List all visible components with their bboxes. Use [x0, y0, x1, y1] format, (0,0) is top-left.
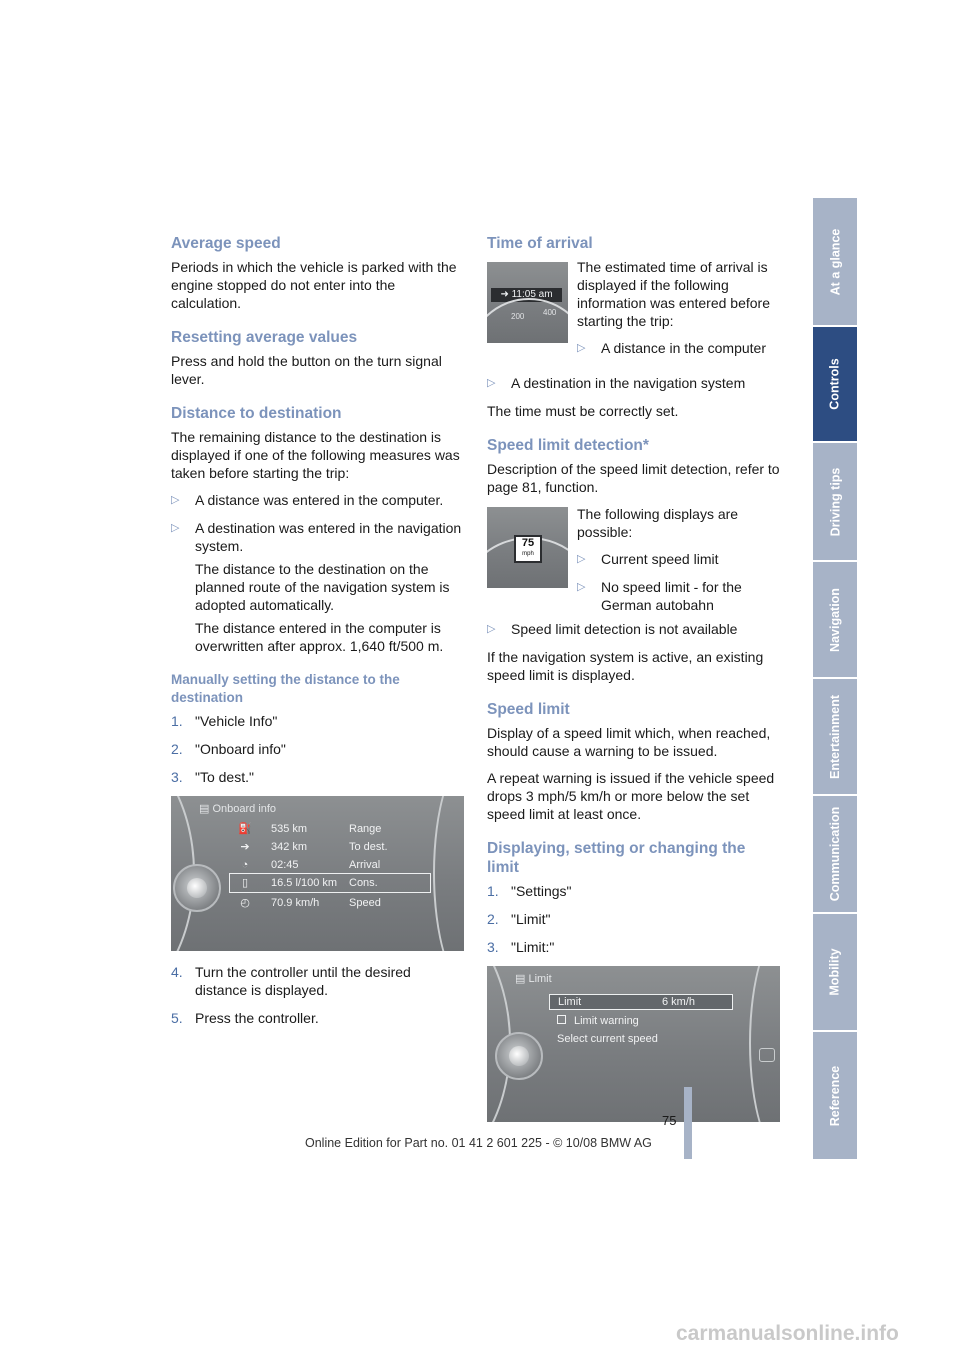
speed-limit-text-2: A repeat warning is issued if the vehicle speed drops 3 mph/5 km/h or more below the set speed limit at least once. [487, 770, 775, 822]
screen-arc-right [749, 966, 780, 1122]
bullet-text: A destination was entered in the navigation system. [195, 520, 462, 554]
arrival-text: The estimated time of arrival is displayed if the following information was entered before starting the trip: [577, 259, 770, 329]
tab-label: Communication [828, 806, 843, 902]
onboard-value: 02:45 [271, 859, 299, 871]
speed-limit-detection-section [487, 436, 781, 684]
gauge-tick-label: 400 [543, 308, 557, 317]
page-number: 75 [662, 1113, 677, 1128]
average-speed-heading: Average speed [171, 235, 281, 252]
manual-distance-heading: Manually setting the distance to the destination [171, 672, 400, 705]
distance-bullet-1 [171, 491, 465, 509]
bullet-text: A distance was entered in the computer. [195, 492, 444, 508]
step-item [171, 963, 465, 999]
step-text: "Vehicle Info" [195, 713, 278, 729]
step-number: 3. [171, 769, 183, 785]
onboard-value: 535 km [271, 823, 308, 835]
sld-bullet-2 [577, 578, 781, 614]
fuel-pump-icon: ⛽ [238, 823, 252, 835]
arrival-float-block [487, 258, 781, 356]
arrival-note: The time must be correctly set. [487, 403, 679, 419]
reset-average-heading: Resetting average values [171, 329, 358, 346]
step-text: "To dest." [195, 769, 254, 785]
screen-arc-right [433, 796, 464, 951]
tab-label: Navigation [828, 587, 842, 652]
tab-label: Mobility [828, 948, 842, 996]
step-item [487, 938, 781, 956]
tab-label: At a glance [828, 228, 842, 295]
step-item [171, 740, 465, 758]
onboard-label: Arrival [349, 859, 381, 871]
step-number: 2. [171, 741, 183, 757]
manual-distance-section [171, 671, 465, 1027]
step-text: "Limit:" [511, 939, 555, 955]
sld-bullet-3 [487, 620, 781, 638]
footer-edition-text: Online Edition for Part no. 01 41 2 601 225 - © 10/08 BMW AG [305, 1136, 652, 1150]
limit-warning-row [557, 1012, 639, 1030]
onboard-info-title-text: Onboard info [212, 803, 277, 815]
watermark: carmanualsonline.info [676, 1322, 899, 1345]
onboard-row-speed [237, 894, 437, 912]
distance-section [171, 404, 465, 655]
tab-driving-tips[interactable] [813, 443, 857, 560]
menu-icon: ▤ [199, 803, 213, 815]
time-of-arrival-heading: Time of arrival [487, 235, 593, 252]
display-limit-section [487, 839, 781, 1122]
bullet-subtext-2: The distance entered in the computer is overwritten after approx. 1,640 ft/500 m. [195, 620, 444, 654]
tab-at-a-glance[interactable] [813, 198, 857, 325]
step-number: 5. [171, 1010, 183, 1026]
tab-entertainment[interactable] [813, 679, 857, 794]
step-item [171, 712, 465, 730]
speed-limit-text-1: Display of a speed limit which, when reached, should cause a warning to be issued. [487, 725, 771, 759]
left-column [171, 234, 465, 1037]
distance-bullet-2 [171, 519, 465, 655]
distance-heading: Distance to destination [171, 405, 342, 422]
tab-label: Entertainment [828, 694, 843, 779]
limit-warning-label: Limit warning [574, 1015, 639, 1027]
bullet-text: No speed limit - for the German autobahn [601, 579, 742, 613]
average-speed-section [171, 234, 465, 312]
onboard-value: 70.9 km/h [271, 897, 320, 909]
step-text: "Settings" [511, 883, 572, 899]
speed-limit-display-image [487, 507, 568, 588]
step-number: 2. [487, 911, 499, 927]
arrival-side-text [577, 258, 781, 367]
tab-label: Reference [828, 1065, 843, 1126]
onboard-value: 16.5 l/100 km [271, 877, 338, 889]
tab-controls[interactable] [813, 327, 857, 441]
bullet-marker: ▷ [487, 377, 496, 389]
tab-navigation[interactable] [813, 562, 857, 677]
step-item [487, 910, 781, 928]
bullet-marker: ▷ [171, 522, 180, 534]
reset-average-text: Press and hold the button on the turn signal lever. [171, 353, 442, 387]
step-number: 4. [171, 964, 183, 980]
limit-row [549, 994, 733, 1010]
gauge-tick-label: 200 [511, 312, 525, 321]
onboard-row-range [237, 820, 437, 838]
bullet-text: A distance in the computer [601, 340, 766, 356]
bullet-text: Speed limit detection is not available [511, 621, 738, 637]
checkbox-icon [557, 1015, 566, 1024]
display-limit-heading: Displaying, setting or changing the limit [487, 840, 746, 876]
speed-limit-detection-text: Description of the speed limit detection, refer to page 81, function. [487, 461, 780, 495]
controller-knob-center [187, 878, 207, 898]
controller-knob-icon [173, 864, 221, 912]
bullet-marker: ▷ [487, 623, 496, 635]
right-column [487, 234, 781, 1122]
step-item [171, 768, 465, 786]
limit-row-label: Limit [558, 996, 582, 1008]
page-number-bar [684, 1087, 692, 1159]
bullet-marker: ▷ [577, 581, 586, 593]
consumption-icon: ▯ [241, 877, 249, 889]
step-number: 1. [171, 713, 183, 729]
tab-label: Controls [828, 358, 843, 410]
step-item [487, 882, 781, 900]
bullet-text: A destination in the navigation system [511, 375, 746, 391]
speed-limit-detection-text-2: The following displays are possible: [577, 506, 739, 540]
arrival-flag-icon: ➜ [500, 289, 512, 300]
onboard-label: Cons. [349, 877, 378, 889]
tab-mobility[interactable] [813, 914, 857, 1030]
onboard-value: 342 km [271, 841, 308, 853]
step-text: Turn the controller until the desired distance is displayed. [195, 964, 411, 998]
arrival-bullet-1 [577, 339, 781, 357]
speed-limit-unit: mph [522, 551, 534, 557]
arrival-bullet-2 [487, 374, 781, 392]
speed-limit-heading: Speed limit [487, 701, 570, 718]
controller-knob-center [509, 1046, 529, 1066]
speed-limit-float-block [487, 505, 781, 620]
onboard-row-consumption [237, 874, 437, 892]
step-text: Press the controller. [195, 1010, 319, 1026]
onboard-label: To dest. [349, 841, 388, 853]
reset-average-section [171, 328, 465, 388]
onboard-label: Range [349, 823, 382, 835]
onboard-row-to-dest [237, 838, 437, 856]
bullet-text: Current speed limit [601, 551, 719, 567]
onboard-info-screen-image [171, 796, 464, 951]
time-of-arrival-section [487, 234, 781, 420]
onboard-label: Speed [349, 897, 381, 909]
step-number: 1. [487, 883, 499, 899]
speed-limit-sign-icon [514, 535, 542, 563]
limit-screen-title [515, 970, 552, 988]
sld-bullet-1 [577, 550, 781, 568]
step-number: 3. [487, 939, 499, 955]
speed-limit-section [487, 700, 781, 823]
speedometer-icon: ◴ [240, 897, 250, 909]
back-button-icon [759, 1048, 775, 1062]
arrival-time-value: 11:05 am [511, 289, 553, 300]
select-speed-row: Select current speed [557, 1033, 658, 1045]
bullet-marker: ▷ [577, 342, 586, 354]
arrival-time-display-image [487, 262, 568, 343]
step-text: "Onboard info" [195, 741, 286, 757]
bullet-subtext-1: The distance to the destination on the planned route of the navigation system is adopted automatically. [195, 561, 450, 613]
speed-limit-detection-heading: Speed limit detection* [487, 437, 649, 454]
arrival-clock-icon: ◔ [241, 859, 249, 871]
speed-limit-detection-note: If the navigation system is active, an existing speed limit is displayed. [487, 649, 764, 683]
speed-limit-value: 75 [521, 537, 535, 549]
bullet-marker: ▷ [577, 553, 586, 565]
tab-communication[interactable] [813, 796, 857, 912]
limit-screen-title-text: Limit [528, 973, 552, 985]
average-speed-text: Periods in which the vehicle is parked with the engine stopped do not enter into the calculation. [171, 259, 457, 311]
controller-knob-icon [495, 1032, 543, 1080]
step-item [171, 1009, 465, 1027]
limit-screen-image [487, 966, 780, 1122]
menu-icon: ▤ [515, 973, 529, 985]
speed-limit-side-text [577, 505, 781, 624]
distance-text: The remaining distance to the destination is displayed if one of the following measures was taken before starting the trip: [171, 429, 460, 481]
bullet-marker: ▷ [171, 494, 180, 506]
tab-reference[interactable] [813, 1032, 857, 1159]
step-text: "Limit" [511, 911, 551, 927]
limit-row-value: 6 km/h [662, 996, 696, 1008]
tab-label: Driving tips [828, 467, 843, 536]
onboard-row-arrival [237, 856, 437, 874]
destination-arrow-icon: ➔ [240, 841, 250, 853]
onboard-info-title [199, 800, 276, 818]
